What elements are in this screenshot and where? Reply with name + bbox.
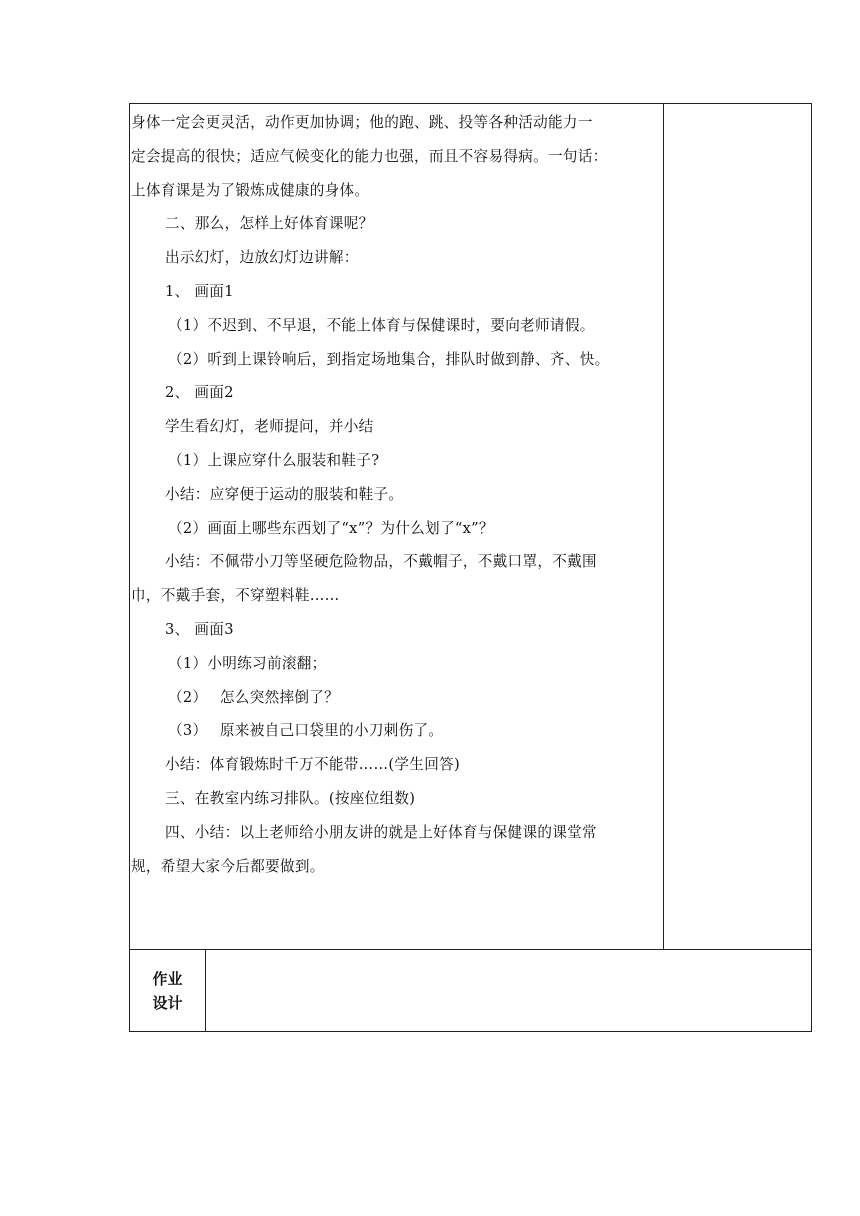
lesson-paragraph: 3、 画面3 <box>165 620 234 638</box>
lesson-paragraph: （1）上课应穿什么服装和鞋子? <box>168 451 380 469</box>
lesson-paragraph: 上体育课是为了锻炼成健康的身体。 <box>131 181 370 199</box>
lesson-paragraph: 身体一定会更灵活，动作更加协调；他的跑、跳、投等各种活动能力一 <box>131 114 593 131</box>
homework-label-line2: 设计 <box>152 994 183 1012</box>
lesson-paragraph: 出示幻灯，边放幻灯边讲解： <box>165 249 359 267</box>
column-divider <box>663 104 664 950</box>
homework-label <box>130 951 205 1031</box>
lesson-paragraph: （1）不迟到、不早退，不能上体育与保健课时，要向老师请假。 <box>168 316 595 334</box>
lesson-paragraph: （2）听到上课铃响后，到指定场地集合，排队时做到静、齐、快。 <box>168 350 610 368</box>
lesson-paragraph: 定会提高的很快；适应气候变化的能力也强，而且不容易得病。一句话： <box>131 147 608 165</box>
lesson-paragraph: 规，希望大家今后都要做到。 <box>131 857 325 875</box>
lesson-paragraph: 巾，不戴手套，不穿塑料鞋…… <box>131 587 340 605</box>
lesson-paragraph: 学生看幻灯，老师提问，并小结 <box>165 418 374 436</box>
row-divider <box>130 949 811 950</box>
lesson-paragraph: （2） 怎么突然摔倒了？ <box>168 688 340 706</box>
lesson-paragraph: （1）小明练习前滚翻； <box>168 654 327 672</box>
homework-label-line1: 作业 <box>152 970 183 988</box>
lesson-paragraph: 二、那么，怎样上好体育课呢？ <box>165 215 374 233</box>
lesson-paragraph: （3） 原来被自己口袋里的小刀刺伤了。 <box>168 722 444 740</box>
lesson-paragraph: （2）画面上哪些东西划了“x”？为什么划了“x”？ <box>168 519 494 537</box>
homework-value <box>206 951 811 1031</box>
lesson-paragraph: 1、 画面1 <box>165 282 234 300</box>
lesson-paragraph: 三、在教室内练习排队。(按座位组数) <box>165 789 416 807</box>
lesson-paragraph: 小结：应穿便于运动的服装和鞋子。 <box>165 485 404 503</box>
lesson-content-cell <box>130 104 663 949</box>
lesson-paragraph: 2、 画面2 <box>165 384 234 402</box>
lesson-paragraph: 四、小结：以上老师给小朋友讲的就是上好体育与保健课的课堂常 <box>165 823 597 841</box>
lesson-paragraph: 小结：不佩带小刀等坚硬危险物品，不戴帽子，不戴口罩，不戴围 <box>165 553 597 571</box>
lesson-paragraph: 小结：体育锻炼时千万不能带……(学生回答) <box>165 756 460 774</box>
